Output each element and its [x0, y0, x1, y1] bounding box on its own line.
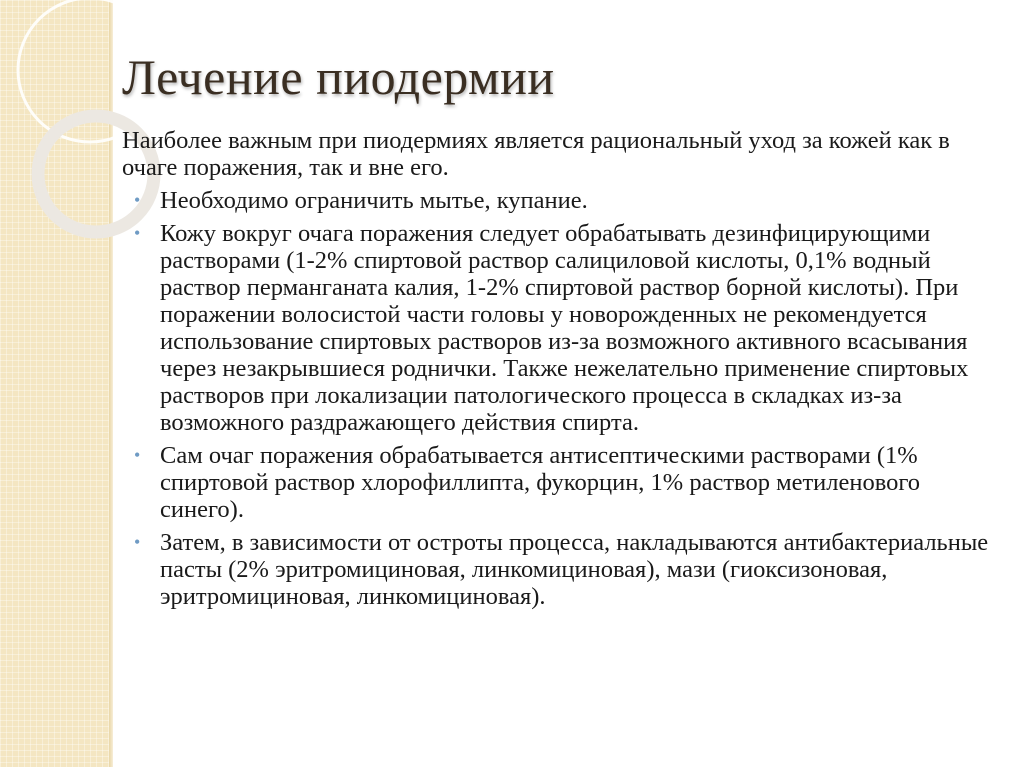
bullet-text: Кожу вокруг очага поражения следует обрабатывать дезинфицирующими растворами (1-2% спиртовой раствор салициловой кислоты, 0,1% водный раствор перманганата калия, 1-2% спиртовой раствор борной кислоты). При поражении волосистой части головы у новорожденных не рекомендуется использование спиртовых растворов из-за возможного активного всасывания через незакрывшиеся роднички. Также нежелательно применение спиртовых растворов при локализации патологического процесса в складках из-за возможного раздражающего действия спирта.	[160, 220, 969, 436]
bullet-text: Необходимо ограничить мытье, купание.	[160, 187, 588, 214]
bullet-item	[122, 442, 1002, 523]
slide-body	[122, 127, 1002, 616]
bullet-icon: •	[134, 223, 141, 243]
bullet-item	[122, 529, 1002, 610]
intro-paragraph: Наиболее важным при пиодермиях является рациональный уход за кожей как в очаге поражения, так и вне его.	[122, 127, 950, 181]
bullet-text: Сам очаг поражения обрабатывается антисептическими растворами (1% спиртовой раствор хлорофиллипта, фукорцин, 1% раствор метиленового синего).	[160, 442, 921, 523]
bullet-item	[122, 187, 1002, 214]
bullet-icon: •	[134, 532, 141, 552]
bullet-list	[122, 187, 1002, 610]
bullet-text: Затем, в зависимости от остроты процесса, накладываются антибактериальные пасты (2% эритромициновая, линкомициновая), мази (гиоксизоновая, эритромициновая, линкомициновая).	[160, 529, 989, 610]
bullet-item	[122, 220, 1002, 436]
slide-title: Лечение пиодермии	[122, 49, 555, 105]
bullet-icon: •	[134, 190, 141, 210]
bullet-icon: •	[134, 445, 141, 465]
